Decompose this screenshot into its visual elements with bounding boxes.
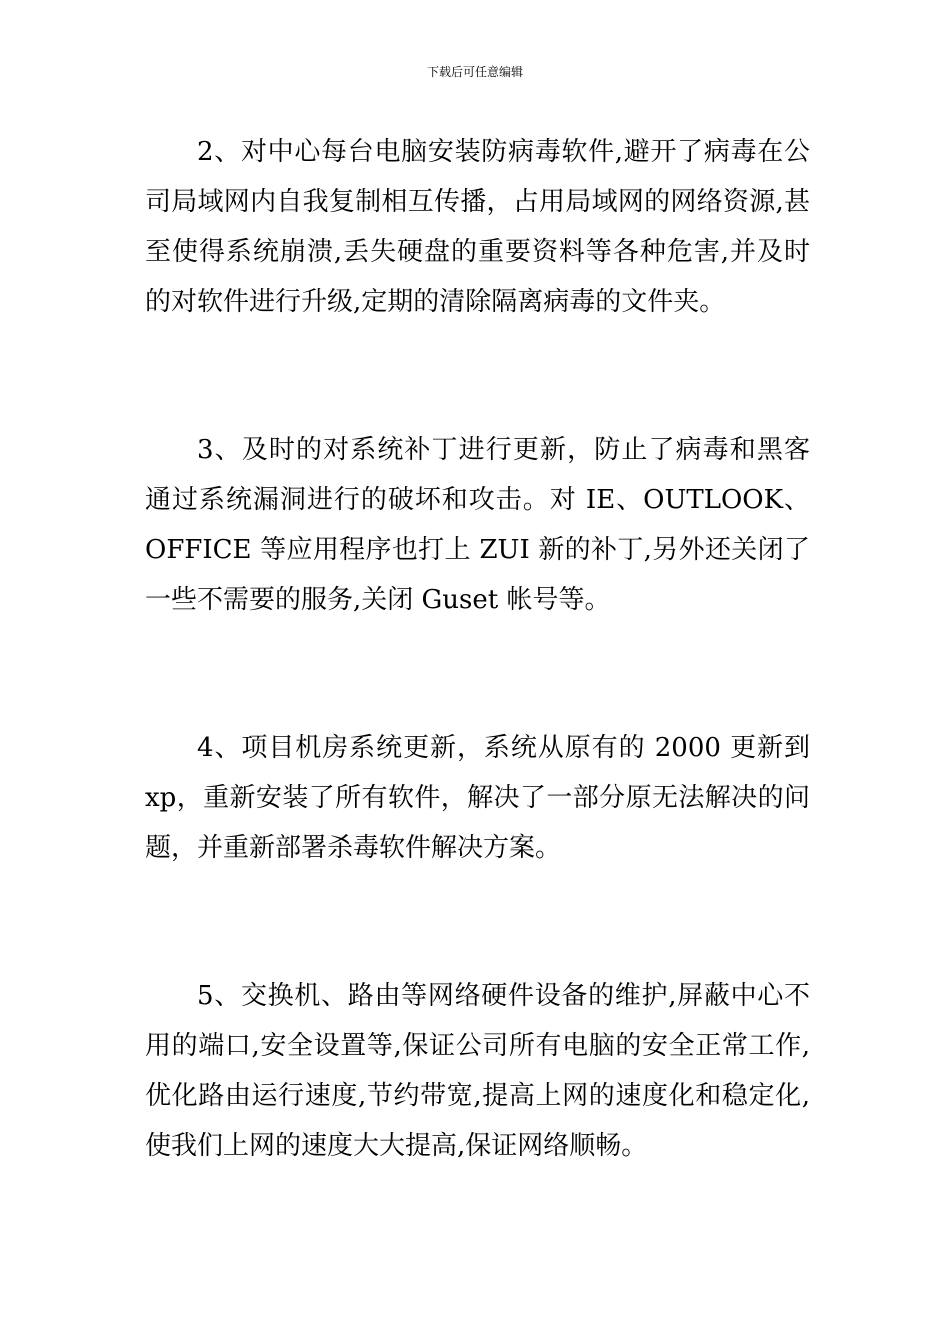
paragraph-system-patches: 3、及时的对系统补丁进行更新，防止了病毒和黑客通过系统漏洞进行的破坏和攻击。对 IE、OUTLOOK、OFFICE 等应用程序也打上 ZUI 新的补丁,另外还关闭了一些不需要的服务,关闭 Guset 帐号等。 bbox=[145, 435, 810, 615]
page-header: 下载后可任意编辑 bbox=[426, 65, 523, 79]
paragraph-machine-room-update: 4、项目机房系统更新，系统从原有的 2000 更新到 xp，重新安装了所有软件，解决了一部分原无法解决的问题，并重新部署杀毒软件解决方案。 bbox=[145, 733, 810, 863]
paragraph-antivirus: 2、对中心每台电脑安装防病毒软件,避开了病毒在公司局域网内自我复制相互传播，占用局域网的网络资源,甚至使得系统崩溃,丢失硬盘的重要资料等各种危害,并及时的对软件进行升级,定期的清除隔离病毒的文件夹。 bbox=[145, 137, 810, 317]
paragraph-network-maintenance: 5、交换机、路由等网络硬件设备的维护,屏蔽中心不用的端口,安全设置等,保证公司所有电脑的安全正常工作,优化路由运行速度,节约带宽,提高上网的速度化和稳定化,使我们上网的速度大大提高,保证网络顺畅。 bbox=[145, 981, 810, 1161]
